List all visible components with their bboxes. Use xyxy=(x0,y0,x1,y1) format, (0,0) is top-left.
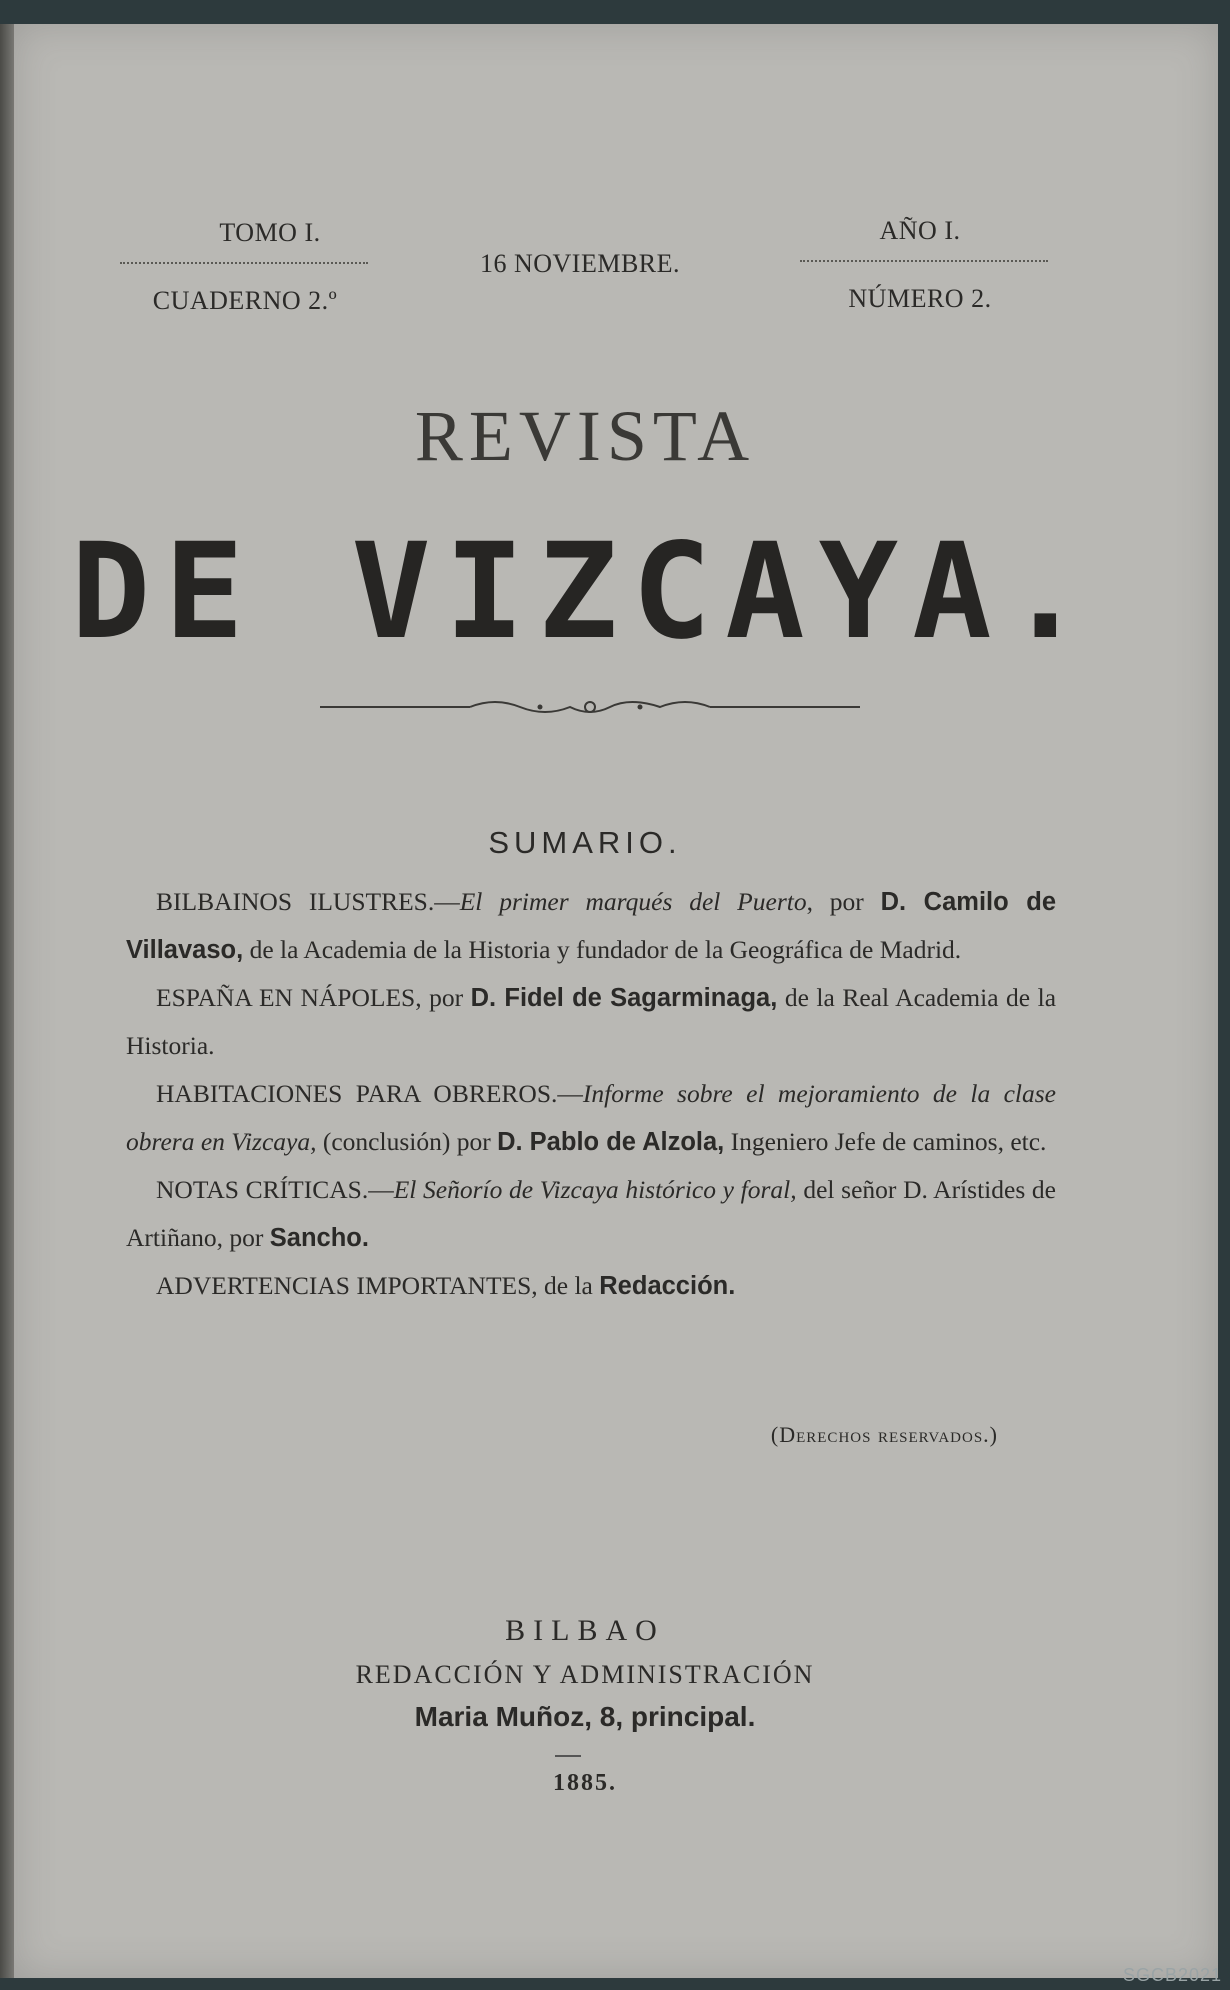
entry-section: BILBAINOS ILUSTRES.— xyxy=(156,887,460,916)
footer-address: Maria Muñoz, 8, principal. xyxy=(414,1701,756,1732)
sumario-entry xyxy=(126,1166,1056,1262)
entry-sep: (conclusión) por xyxy=(316,1127,498,1156)
ornamental-divider xyxy=(320,692,860,722)
entry-section: ESPAÑA EN NÁPOLES xyxy=(156,983,416,1012)
entry-section: ADVERTENCIAS IMPORTANTES xyxy=(156,1271,532,1300)
entry-author: D. Pablo de Alzola, xyxy=(497,1128,725,1156)
wavy-rule-right xyxy=(800,252,1048,262)
entry-sep: , por xyxy=(806,887,881,916)
sumario-heading: SUMARIO. xyxy=(488,825,682,860)
entry-rest: Ingeniero Jefe de caminos, etc. xyxy=(724,1127,1047,1156)
footer-office: REDACCIÓN Y ADMINISTRACIÓN xyxy=(355,1660,815,1689)
watermark: SGCB2021 xyxy=(1122,1965,1222,1985)
entry-work: El Señorío de Vizcaya histórico y foral, xyxy=(393,1175,797,1204)
entry-author: Sancho. xyxy=(269,1224,369,1252)
footer-city: BILBAO xyxy=(505,1614,665,1647)
footer-year: 1885. xyxy=(553,1770,617,1796)
entry-author: Redacción. xyxy=(599,1272,736,1300)
entry-rest: de la Academia de la Historia y fundador de la Geográfica de Madrid. xyxy=(243,935,962,964)
wavy-rule-left xyxy=(120,254,368,264)
issue-date: 16 NOVIEMBRE. xyxy=(479,249,681,278)
anio-label: AÑO I. xyxy=(879,216,961,245)
entry-sep: , de la xyxy=(531,1271,600,1300)
entry-sep: del señor D. Arístides de Artiñano, por xyxy=(126,1175,1056,1252)
entry-work: Informe sobre el mejoramiento de la clase obrera en Vizcaya, xyxy=(126,1079,1056,1156)
footer-dash xyxy=(555,1755,581,1757)
masthead-line-2: DE VIZCAYA. xyxy=(70,515,1100,669)
sumario-entry xyxy=(126,1262,1056,1310)
numero-label: NÚMERO 2. xyxy=(848,284,992,313)
entry-sep: , por xyxy=(415,983,471,1012)
tomo-label: TOMO I. xyxy=(219,218,321,247)
entry-section: HABITACIONES PARA OBREROS.— xyxy=(156,1079,583,1108)
cuaderno-label: CUADERNO 2.º xyxy=(152,286,338,315)
sumario-entry xyxy=(126,1070,1056,1166)
entry-rest: de la Real Academia de la Historia. xyxy=(126,983,1057,1060)
masthead-line-1: REVISTA xyxy=(414,396,756,476)
rights-notice: (Derechos reservados.) xyxy=(770,1422,998,1447)
sumario-entry xyxy=(126,878,1056,974)
entry-work: El primer marqués del Puerto xyxy=(459,887,807,916)
entry-section: NOTAS CRÍTICAS.— xyxy=(156,1175,394,1204)
sumario-list xyxy=(126,878,1056,1310)
sumario-entry xyxy=(126,974,1056,1070)
entry-author: D. Fidel de Sagarminaga, xyxy=(470,984,778,1012)
entry-author: D. Camilo de Villavaso, xyxy=(126,888,1057,964)
